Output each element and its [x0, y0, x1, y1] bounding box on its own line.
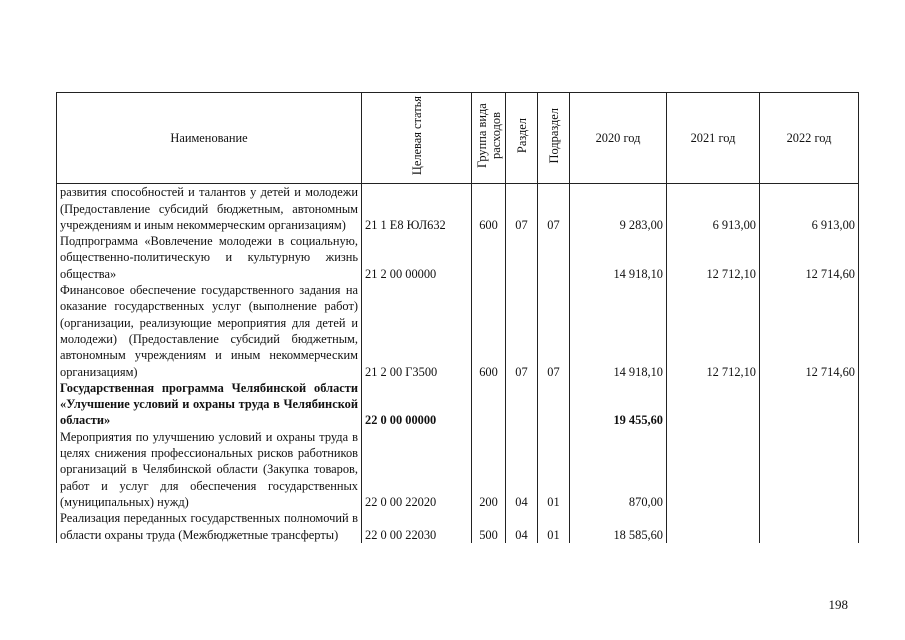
row-name: Финансовое обеспечение государственного задания на оказание государственных услуг (выполнение работ) (организации, реализующие мероприятия для детей и молодежи) (Предоставление субсидий бюджетным, автономным учреждениям и иным некоммерческим организациям): [57, 282, 362, 380]
row-2022: 6 913,00: [760, 184, 859, 233]
page-number: 198: [828, 597, 848, 612]
table-row: [57, 510, 859, 543]
header-section: Раздел: [506, 93, 538, 184]
row-target-article: 21 2 00 Г3500: [362, 282, 472, 380]
row-subsection: 07: [538, 184, 570, 233]
row-target-article: 21 2 00 00000: [362, 233, 472, 282]
header-name: Наименование: [57, 93, 362, 184]
row-expense-group: 600: [472, 282, 506, 380]
header-year-2022: 2022 год: [760, 93, 859, 184]
table-row: [57, 429, 859, 510]
row-expense-group: 500: [472, 510, 506, 543]
row-2021: [667, 380, 760, 429]
row-subsection: 07: [538, 282, 570, 380]
row-2021: [667, 510, 760, 543]
row-2020: 18 585,60: [570, 510, 667, 543]
row-2020: 870,00: [570, 429, 667, 510]
header-year-2021: 2021 год: [667, 93, 760, 184]
row-2021: 12 712,10: [667, 233, 760, 282]
row-subsection: [538, 233, 570, 282]
row-2022: 12 714,60: [760, 233, 859, 282]
row-name: Государственная программа Челябинской области «Улучшение условий и охраны труда в Челябинской области»: [57, 380, 362, 429]
row-section: 04: [506, 510, 538, 543]
row-target-article: 22 0 00 22030: [362, 510, 472, 543]
table-row: [57, 233, 859, 282]
row-2020: 19 455,60: [570, 380, 667, 429]
row-expense-group: [472, 380, 506, 429]
row-section: 07: [506, 184, 538, 233]
row-section: [506, 380, 538, 429]
table-row: [57, 184, 859, 233]
header-year-2020: 2020 год: [570, 93, 667, 184]
header-expense-group: Группа вида расходов: [472, 93, 506, 184]
row-expense-group: 600: [472, 184, 506, 233]
row-name: Реализация переданных государственных полномочий в области охраны труда (Межбюджетные трансферты): [57, 510, 362, 543]
row-subsection: 01: [538, 429, 570, 510]
row-subsection: 01: [538, 510, 570, 543]
budget-table: [56, 92, 859, 543]
row-2021: [667, 429, 760, 510]
header-subsection: Подраздел: [538, 93, 570, 184]
row-section: 04: [506, 429, 538, 510]
row-target-article: 22 0 00 22020: [362, 429, 472, 510]
row-name: Подпрограмма «Вовлечение молодежи в социальную, общественно-политическую и культурную жизнь общества»: [57, 233, 362, 282]
row-section: 07: [506, 282, 538, 380]
row-2021: 6 913,00: [667, 184, 760, 233]
row-target-article: 22 0 00 00000: [362, 380, 472, 429]
table-row: [57, 380, 859, 429]
row-section: [506, 233, 538, 282]
row-name: развития способностей и талантов у детей и молодежи (Предоставление субсидий бюджетным, автономным учреждениям и иным некоммерческим организациям): [57, 184, 362, 233]
row-name: Мероприятия по улучшению условий и охраны труда в целях снижения профессиональных рисков работников организаций в Челябинской области (Закупка товаров, работ и услуг для обеспечения государственных (муниципальных) нужд): [57, 429, 362, 510]
table-row: [57, 282, 859, 380]
row-target-article: 21 1 E8 ЮЛ632: [362, 184, 472, 233]
table-header-row: [57, 93, 859, 184]
row-expense-group: 200: [472, 429, 506, 510]
row-2022: [760, 510, 859, 543]
row-2022: [760, 380, 859, 429]
row-subsection: [538, 380, 570, 429]
row-expense-group: [472, 233, 506, 282]
header-target-article: Целевая статья: [362, 93, 472, 184]
row-2020: 14 918,10: [570, 233, 667, 282]
row-2020: 9 283,00: [570, 184, 667, 233]
row-2022: [760, 429, 859, 510]
row-2022: 12 714,60: [760, 282, 859, 380]
row-2020: 14 918,10: [570, 282, 667, 380]
row-2021: 12 712,10: [667, 282, 760, 380]
